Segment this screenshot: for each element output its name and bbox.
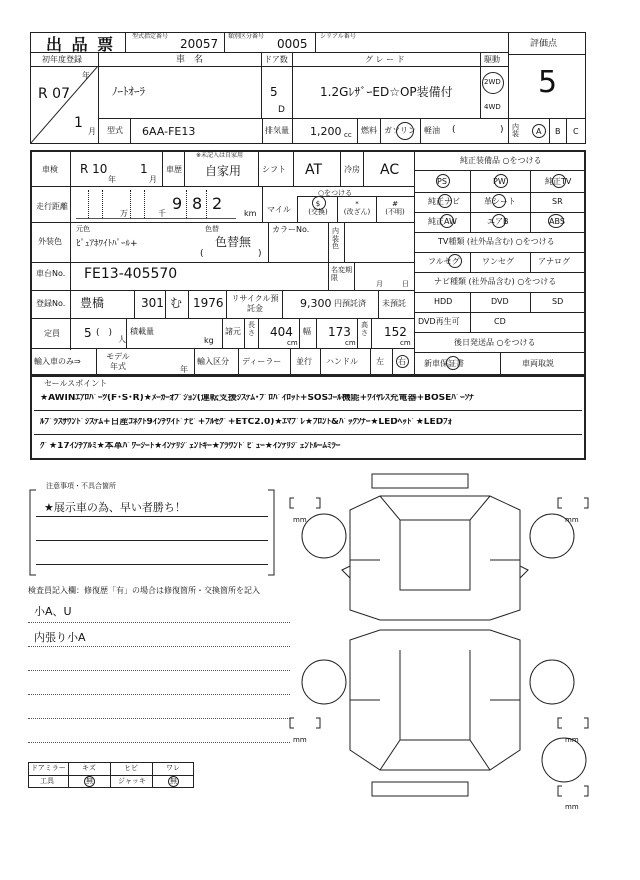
notes-line-1: ★展示車の為、早い者勝ち！ [44,501,186,514]
color-no-label: カラーNo. [272,225,310,234]
height-value: 152 [384,325,407,339]
reg-class: 301 [141,296,164,310]
tv-label: TV種類 (社外品含む) ○をつける [438,237,555,246]
reg-kana: む [170,296,183,310]
tire-rear-left [302,660,346,704]
first-reg-label: 初年度登録 [42,55,82,64]
chassis-label: 車台No. [36,269,66,278]
tools-label: 工具 [40,777,54,785]
name-change-label: 名変期限 [331,266,352,283]
tools-header-mirror: ドアミラー [31,764,66,772]
tools-header-crack: ヒビ [124,764,138,772]
height-unit: cm [400,339,411,347]
eval-score: 5 [538,65,558,100]
color-paren: ( [200,249,204,259]
equip-leather: 革シート [484,197,516,206]
cert-value: 20057 [180,37,219,51]
mileage-exchange: $ (交換) [308,200,328,217]
model-value: 6AA-FE13 [142,125,196,138]
equip-sr: SR [552,197,563,206]
door-count: 5 [270,85,278,99]
length-unit: cm [287,339,298,347]
tire-front-left [302,514,346,558]
ac-value: AC [380,162,400,178]
fuel-mark [396,122,414,140]
mileage-digit-1: 9 [172,194,183,213]
color-label: 外装色 [38,237,62,246]
drive-label: 駆動 [484,55,500,64]
sales-line-3: ｸﾞ★17ｲﾝﾁｱﾙﾐ★本革ﾊﾟﾜｰｼｰﾄ★ｲﾝﾃﾘｼﾞｪﾝﾄｷｰ★ｱﾗｳﾝﾄﾞﾋﾞｭｰ★ｲﾝﾃﾘｼﾞｪﾝﾄﾙｰﾑﾐﾗｰ [40,442,341,451]
inspector-label: 検査員記入欄：修復歴「有」の場合は修復箇所・交換箇所を記入 [28,586,260,595]
grade-label: グ レ ー ド [365,55,405,64]
tire-rear-right [530,660,574,704]
inspection-year-unit: 年 [108,175,116,184]
door-label: ドア数 [264,55,288,64]
jack-value: 無 [170,777,177,785]
tv-fullseg: フルセグ [428,257,460,266]
capacity-unit: 人 [118,335,126,344]
jack-mark [168,776,179,787]
load-label: 積載量 [130,327,154,336]
inspection-value: R 10 [80,162,108,176]
interior-c: C [573,127,579,136]
chassis-value: FE13-405570 [84,266,178,282]
tools-header-break: ワレ [166,764,180,772]
reg-label: 登録No. [36,299,66,308]
interior-a: A [536,127,542,136]
drive-2wd: 2WD [484,78,501,86]
class-value: 0005 [277,37,308,51]
mm-spare: mm [565,803,579,811]
recycle-unpaid: 未預託 [382,299,406,308]
handle-right: 右 [398,357,406,366]
mileage-modified: * (改ざん) [343,200,371,217]
interior-label: 内装 [512,123,519,138]
parallel-label: 並行 [296,357,312,366]
car-diagram [280,470,600,810]
later-label: 後日発送品 ○をつける [454,338,536,347]
equip-navi: 純正ナビ [428,197,460,206]
tv-fullseg-mark [448,254,462,268]
equip-abs-mark [548,214,564,228]
recycle-unit: 円預託済 [334,299,366,308]
equip-airbag: エアB [487,217,509,226]
color-orig-value: ﾋﾟｭｱﾎﾜｲﾄﾊﾟｰﾙ+ [76,239,138,249]
mileage-unit: km [244,209,257,218]
tools-value: 無 [86,777,93,785]
inspector-line-2: 内張り小A [34,631,86,644]
later-warranty-mark [446,356,460,370]
shift-label: シフト [262,165,286,174]
mileage-unknown: # (不明) [385,200,405,217]
displacement-label: 排気量 [265,126,289,135]
door-type: D [278,105,285,115]
tools-header-scratch: キズ [82,764,96,772]
equip-tv: 純正TV [545,177,572,186]
import-type-label: 輸入区分 [197,357,229,366]
fuel-paren: ( [452,125,456,135]
inspection-month-unit: 月 [149,175,157,184]
equip-aw-mark [440,214,454,228]
notes-bracket [28,480,278,580]
sales-label: セールスポイント [44,379,108,388]
class-label: 類別区分番号 [228,33,265,40]
width-label: 幅 [303,327,311,336]
equip-aw: 純正AW [428,217,457,226]
dim-label: 諸元 [225,327,241,336]
later-warranty: 新車保証書 [424,359,464,368]
notes-label: 注意事項・不具合箇所 [46,482,116,490]
shift-value: AT [305,162,323,178]
sales-line-2: ﾙﾌﾟﾗｽｻｳﾝﾄﾞｼｽﾃﾑ+日産ｺﾈｸﾄ9ｲﾝﾁﾜｲﾄﾞﾅﾋﾞ+ﾌﾙｾｸﾞ+ETC2.0)★ｴﾏﾌﾞﾚ★ﾌﾛﾝﾄ&ﾊﾞｯｸｿﾅｰ★LEDﾍｯﾄﾞ★LEDﾌｫ [40,418,453,427]
serial-label: シリアル番号 [320,33,356,40]
drive-4wd: 4WD [484,103,501,111]
usage-label: 車歴 [166,165,182,174]
inspector-line-1: 小A、U [34,605,72,618]
month-unit: 月 [88,127,96,136]
navi-dvd-play: DVD再生可 [418,317,460,326]
width-unit: cm [345,339,356,347]
color-paren-close: ) [258,249,262,259]
navi-cd: CD [494,317,506,326]
usage-note: ※未記入は自家用 [196,152,244,159]
fuel-label: 燃料 [361,126,377,135]
mileage-label: 走行距離 [36,202,68,211]
equip-ps: PS [437,177,447,186]
name-change-month: 月 [376,280,383,288]
sales-line-1: ★AWINｴｱﾛﾊﾟｰﾂ(F･S･R)★ﾒｰｶｰｵﾌﾟｼｮﾝ(運転支援ｼｽﾃﾑ･ﾌﾟﾛﾊﾟｲﾛｯﾄ+SOSｺｰﾙ機能+ﾜｲﾔﾚｽ充電器+BOSEﾊﾟｰｿﾅ [40,394,474,403]
equip-tv-mark [552,174,566,188]
navi-sd: SD [552,297,564,306]
first-reg-month: 1 [74,115,83,131]
genuine-label: 純正装備品 ○をつける [460,156,542,165]
eval-label: 評価点 [530,39,558,49]
model-label: 型式 [107,126,123,135]
equip-leather-mark [492,194,506,208]
mm-rear-left: mm [293,736,307,744]
handle-label: ハンドル [326,357,358,366]
equip-airbag-mark [492,214,506,228]
navi-dvd: DVD [491,297,509,306]
import-label: 輸入車のみ⇒ [34,357,81,366]
model-year-unit: 年 [180,365,188,374]
color-current-label: 色替 [205,225,219,233]
usage-value: 自家用 [205,164,242,178]
mm-rear-right: mm [565,736,579,744]
reg-area: 豊橋 [80,296,105,310]
length-label: 長さ [248,321,255,337]
inspection-label: 車検 [42,165,58,174]
dealer-label: ディーラー [242,357,282,366]
recycle-value: 9,300 [300,297,332,310]
reg-number: 1976 [193,296,224,310]
handle-left: 左 [376,357,384,366]
color-orig-label: 元色 [76,225,90,233]
interior-b: B [555,127,561,136]
jack-label: ジャッキ [118,777,146,785]
mileage-sen-unit: 千 [158,209,166,218]
mileage-digit-2: 8 [192,194,203,213]
interior-color-label: 内装色 [332,227,339,251]
mm-front-right: mm [565,516,579,524]
tire-spare [542,738,586,782]
capacity-value: 5 [84,326,92,340]
grade-value: 1.2GﾚｻﾞｰED☆OP装備付 [320,85,453,99]
mileage-digit-3: 2 [212,194,223,213]
tv-analog: アナログ [538,257,570,266]
width-value: 173 [328,325,351,339]
length-value: 404 [270,325,293,339]
fuel-selected: ガソリン [384,126,416,135]
ac-label: 冷房 [344,165,360,174]
equip-ps-mark [436,174,450,188]
navi-label: ナビ種類 (社外品含む) ○をつける [434,277,557,286]
mileage-meter-label: マイル [267,205,291,214]
capacity-paren: ( ) [96,328,113,338]
equip-abs: ABS [549,217,565,226]
car-name: ﾉｰﾄｵｰﾗ [112,85,145,98]
mm-front-left: mm [293,516,307,524]
recycle-label: リサイクル預託金 [231,294,279,313]
tools-mark [84,776,95,787]
equip-pw: PW [493,177,506,186]
mileage-mark-note: ○をつける [318,189,353,197]
navi-hdd: HDD [434,297,453,306]
displacement-unit: cc [344,131,352,139]
model-year-label: モデル年式 [106,352,130,371]
name-change-day: 日 [402,280,409,288]
displacement-value: 1,200 [310,125,342,138]
mileage-exchange-mark [312,196,326,210]
color-current-value: 色替無 [215,235,252,249]
fuel-paren-close: ) [500,125,504,135]
load-unit: kg [204,336,214,345]
first-reg-year: R 07 [38,86,70,102]
tv-oneseg: ワンセグ [482,257,514,266]
mileage-man-unit: 万 [120,209,128,218]
cert-label: 型式指定番号 [132,33,169,40]
height-label: 高さ [361,321,368,337]
equip-pw-mark [494,174,508,188]
later-manual: 車両取説 [522,359,554,368]
inspection-month: 1 [140,162,148,176]
year-unit: 年 [82,71,90,80]
form-title: 出 品 票 [46,35,116,54]
equip-navi-mark [438,194,452,208]
fuel-light: 軽油 [424,126,440,135]
car-name-label: 車 名 [176,55,204,65]
capacity-label: 定員 [44,329,60,338]
